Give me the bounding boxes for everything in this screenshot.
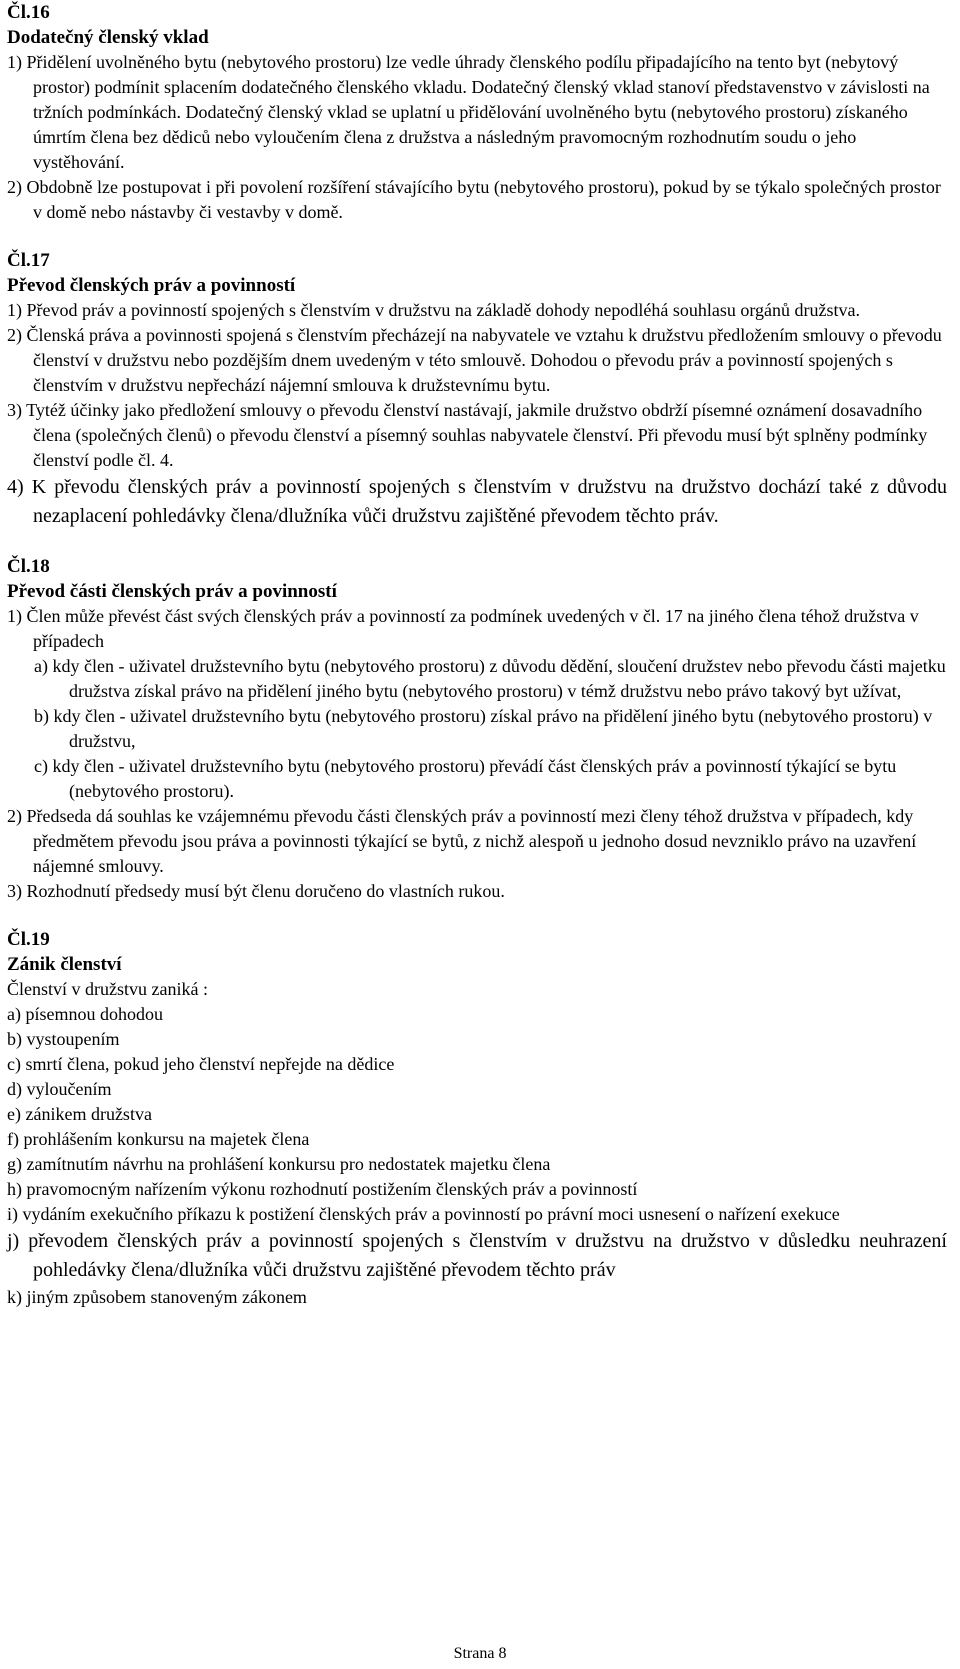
list-item: g) zamítnutím návrhu na prohlášení konkursu pro nedostatek majetku člena xyxy=(7,1154,551,1174)
article-number: Čl.16 xyxy=(7,2,50,23)
paragraph: 1) Převod práv a povinností spojených s členstvím v družstvu na základě dohody nepodléhá souhlasu orgánů družstva. xyxy=(7,300,860,320)
article-18 xyxy=(7,554,947,904)
article-title: Dodatečný členský vklad xyxy=(7,27,209,48)
paragraph: 2) Předseda dá souhlas ke vzájemnému převodu části členských práv a povinností mezi členy téhož družstva v případech, kdy předmětem převodu jsou práva a povinnosti týkající se bytů, z nichž alespoň u jednoho dosud nevzniklo právo na uzavření nájemné smlouvy. xyxy=(7,806,917,876)
paragraph: 3) Tytéž účinky jako předložení smlouvy o převodu členství nastávají, jakmile družstvo obdrží písemné oznámení dosavadního člena (společných členů) o převodu členství a písemný souhlas nabyvatele členství. Při převodu musí být splněny podmínky členství podle čl. 4. xyxy=(7,400,928,470)
article-number: Čl.19 xyxy=(7,929,50,950)
list-item: b) vystoupením xyxy=(7,1029,120,1049)
article-number: Čl.17 xyxy=(7,250,50,271)
sub-item: c) kdy člen - uživatel družstevního bytu (nebytového prostoru) převádí část členských práv a povinností týkající se bytu (nebytového prostoru). xyxy=(34,756,897,801)
list-item: h) pravomocným nařízením výkonu rozhodnutí postižením členských práv a povinností xyxy=(7,1179,638,1199)
article-title: Zánik členství xyxy=(7,954,122,975)
list-item: e) zánikem družstva xyxy=(7,1104,152,1124)
document-page xyxy=(7,0,947,1310)
article-title: Převod části členských práv a povinností xyxy=(7,581,337,602)
article-number: Čl.18 xyxy=(7,556,50,577)
list-item: d) vyloučením xyxy=(7,1079,112,1099)
paragraph: 2) Obdobně lze postupovat i při povolení rozšíření stávajícího bytu (nebytového prostoru), pokud by se týkalo společných prostor v domě nebo nástavby či vestavby v domě. xyxy=(7,177,941,222)
sub-item: a) kdy člen - uživatel družstevního bytu (nebytového prostoru) z důvodu dědění, sloučení družstev nebo převodu části majetku družstva získal právo na přidělení jiného bytu (nebytového prostoru) v témž družstvu nebo právo takový byt užívat, xyxy=(34,656,946,701)
article-17 xyxy=(7,248,947,531)
article-19 xyxy=(7,927,947,1310)
sub-item: b) kdy člen - uživatel družstevního bytu (nebytového prostoru) získal právo na přidělení jiného bytu (nebytového prostoru) v družstvu, xyxy=(34,706,933,751)
page-number: Strana 8 xyxy=(453,1645,507,1662)
list-item: c) smrtí člena, pokud jeho členství nepřejde na dědice xyxy=(7,1054,395,1074)
paragraph: 1) Přidělení uvolněného bytu (nebytového prostoru) lze vedle úhrady členského podílu připadajícího na tento byt (nebytový prostor) podmínit splacením dodatečného členského vkladu. Dodatečný členský vklad stanoví představenstvo v závislosti na tržních podmínkách. Dodatečný členský vklad se uplatní u přidělování uvolněného bytu (nebytového prostoru) získaného úmrtím člena bez dědiců nebo vyloučením člena z družstva a následným pravomocným rozhodnutím soudu o jeho vystěhování. xyxy=(7,52,930,172)
article-title: Převod členských práv a povinností xyxy=(7,275,296,296)
list-item: k) jiným způsobem stanoveným zákonem xyxy=(7,1287,307,1307)
list-item: i) vydáním exekučního příkazu k postižení členských práv a povinností po právní moci usnesení o nařízení exekuce xyxy=(7,1204,840,1224)
list-item: f) prohlášením konkursu na majetek člena xyxy=(7,1129,310,1149)
list-intro: Členství v družstvu zaniká : xyxy=(7,979,208,999)
list-item: a) písemnou dohodou xyxy=(7,1004,163,1024)
paragraph: 4) K převodu členských práv a povinností spojených s členstvím v družstvu na družstvo dochází také z důvodu nezaplacení pohledávky člena/dlužníka vůči družstvu zajištěné převodem těchto práv. xyxy=(7,476,947,527)
list-item: j) převodem členských práv a povinností spojených s členstvím v družstvu na družstvo v důsledku neuhrazení pohledávky člena/dlužníka vůči družstvu zajištěné převodem těchto práv xyxy=(7,1230,947,1281)
paragraph: 2) Členská práva a povinnosti spojená s členstvím přecházejí na nabyvatele ve vztahu k družstvu předložením smlouvy o převodu členství v družstvu nebo pozdějším dnem uvedeným v této smlouvě. Dohodou o převodu práv a povinností spojených s členstvím v družstvu nepřechází nájemní smlouva k družstevnímu bytu. xyxy=(7,325,942,395)
paragraph: 1) Člen může převést část svých členských práv a povinností za podmínek uvedených v čl. 17 na jiného člena téhož družstva v případech xyxy=(7,606,919,651)
paragraph: 3) Rozhodnutí předsedy musí být členu doručeno do vlastních rukou. xyxy=(7,881,505,901)
article-16 xyxy=(7,0,947,225)
